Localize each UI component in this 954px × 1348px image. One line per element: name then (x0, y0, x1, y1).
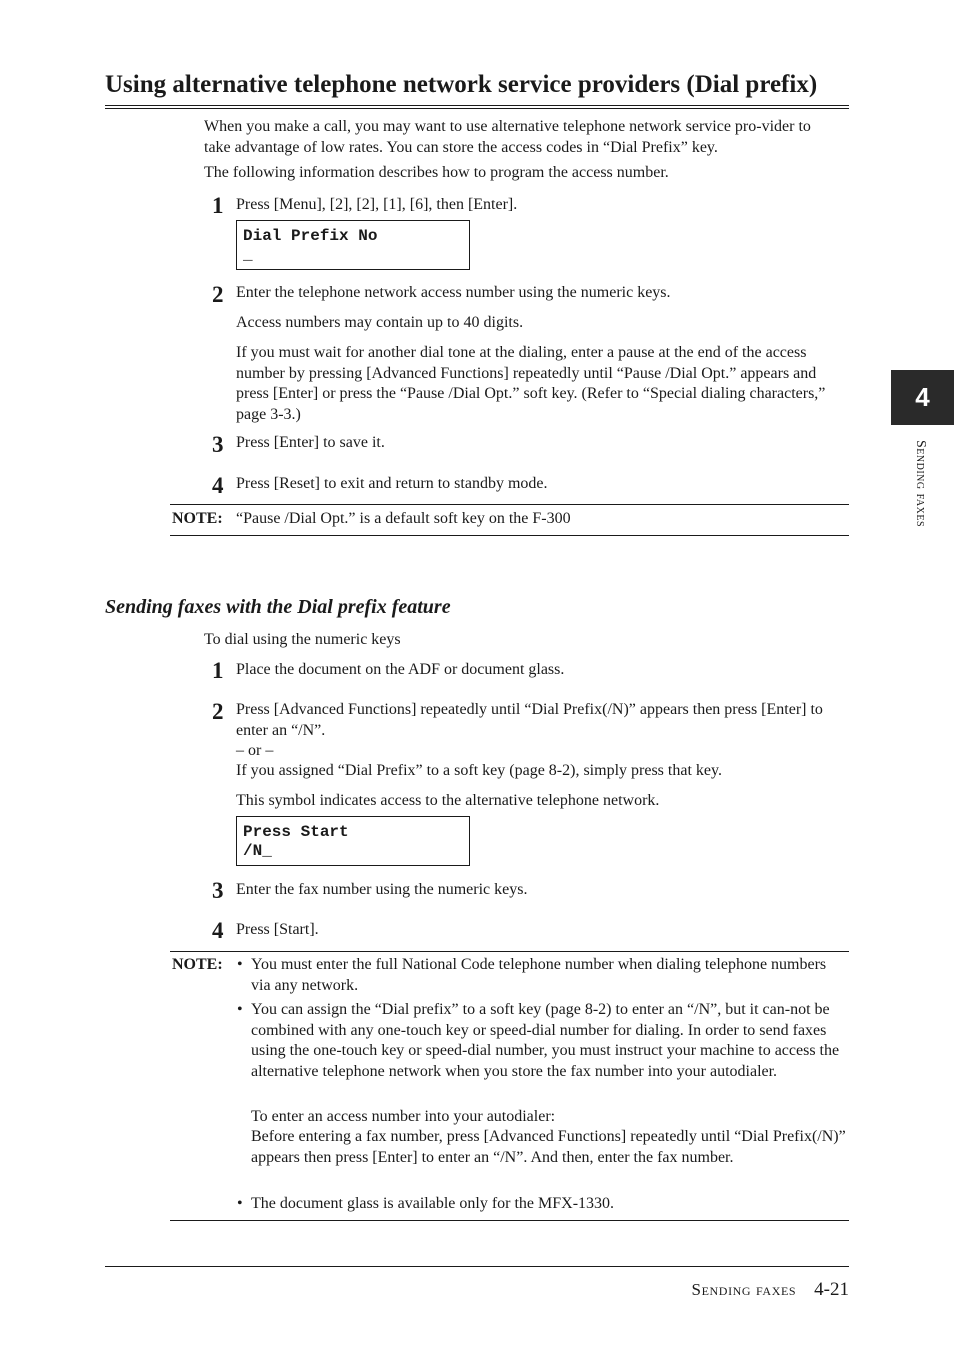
step-subtext: This symbol indicates access to the alternative telephone network. (236, 792, 660, 809)
note-rule-bottom (170, 535, 849, 536)
section-intro: To dial using the numeric keys (204, 631, 401, 648)
note-bullet: The document glass is available only for the MFX-1330. (251, 1195, 615, 1212)
step-number: 1 (212, 193, 224, 218)
step-subtext: If you must wait for another dial tone at the dialing, enter a pause at the end of the access number by pressing [Advanced Functions] repeatedly until “Pause /Dial Opt.” appears and press [Enter] or press the “Pause /Dial Opt.” soft key. (Refer to “Special dialing characters,” page 3-3.) (236, 344, 826, 423)
step-number: 2 (212, 699, 224, 724)
step-text: Press [Menu], [2], [2], [1], [6], then [Enter]. (236, 196, 518, 213)
step-number: 2 (212, 282, 224, 307)
lcd-display: Dial Prefix No _ (236, 220, 470, 270)
lcd-display: Press Start /N_ (236, 816, 470, 866)
note-rule-bottom (170, 1220, 849, 1221)
note-bullet: You must enter the full National Code telephone number when dialing telephone numbers via any network. (251, 956, 827, 994)
step-number: 3 (212, 432, 224, 457)
step-number: 4 (212, 918, 224, 943)
note-rule-top (170, 504, 849, 505)
step-text: Press [Reset] to exit and return to standby mode. (236, 475, 548, 492)
autodialer-text: Before entering a fax number, press [Advanced Functions] repeatedly until “Dial Prefix(/N)” appears then press [Enter] to enter an “/N”. And then, enter the fax number. (251, 1128, 846, 1166)
bullet-icon: • (237, 956, 243, 973)
step-text: Place the document on the ADF or document glass. (236, 661, 565, 678)
step-text: Press [Enter] to save it. (236, 434, 385, 451)
section-heading: Sending faxes with the Dial prefix feature (105, 596, 451, 618)
step-number: 4 (212, 473, 224, 498)
chapter-side-label: Sending faxes (913, 440, 928, 528)
step-text: Enter the fax number using the numeric keys. (236, 881, 528, 898)
intro-paragraph-2: The following information describes how to program the access number. (204, 164, 669, 181)
bullet-icon: • (237, 1195, 243, 1212)
autodialer-title: To enter an access number into your autodialer: (251, 1108, 556, 1125)
step-number: 3 (212, 878, 224, 903)
note-rule-top (170, 951, 849, 952)
step-text: Press [Advanced Functions] repeatedly until “Dial Prefix(/N)” appears then press [Enter] to enter an “/N”. (236, 701, 823, 739)
intro-paragraph: When you make a call, you may want to use alternative telephone network service pro-vider to take advantage of low rates. You can store the access codes in “Dial Prefix” key. (204, 118, 811, 156)
footer-section: Sending faxes (691, 1280, 797, 1299)
step-number: 1 (212, 658, 224, 683)
note-label: NOTE: (172, 510, 223, 527)
title-rule-top (105, 105, 849, 106)
step-text: Press [Start]. (236, 921, 319, 938)
note-label: NOTE: (172, 956, 223, 973)
footer-rule (105, 1266, 849, 1267)
page-footer (692, 1279, 849, 1301)
step-subtext: If you assigned “Dial Prefix” to a soft key (page 8-2), simply press that key. (236, 762, 722, 779)
page-title: Using alternative telephone network service providers (Dial prefix) (105, 71, 818, 98)
step-text: Enter the telephone network access number using the numeric keys. (236, 284, 671, 301)
step-or: – or – (236, 742, 274, 759)
bullet-icon: • (237, 1001, 243, 1018)
note-text: “Pause /Dial Opt.” is a default soft key on the F-300 (236, 510, 571, 527)
note-bullet: You can assign the “Dial prefix” to a soft key (page 8-2) to enter an “/N”, but it can-not be combined with any one-touch key or speed-dial number for dialing. In order to send faxes using the one-touch key or speed-dial number, you must instruct your machine to access the alternative telephone network when you store the fax number into your autodialer. (251, 1001, 840, 1080)
page-number: 4-21 (814, 1279, 849, 1300)
step-subtext: Access numbers may contain up to 40 digits. (236, 314, 524, 331)
title-rule-bottom (105, 108, 849, 109)
chapter-tab: 4 (891, 370, 954, 425)
